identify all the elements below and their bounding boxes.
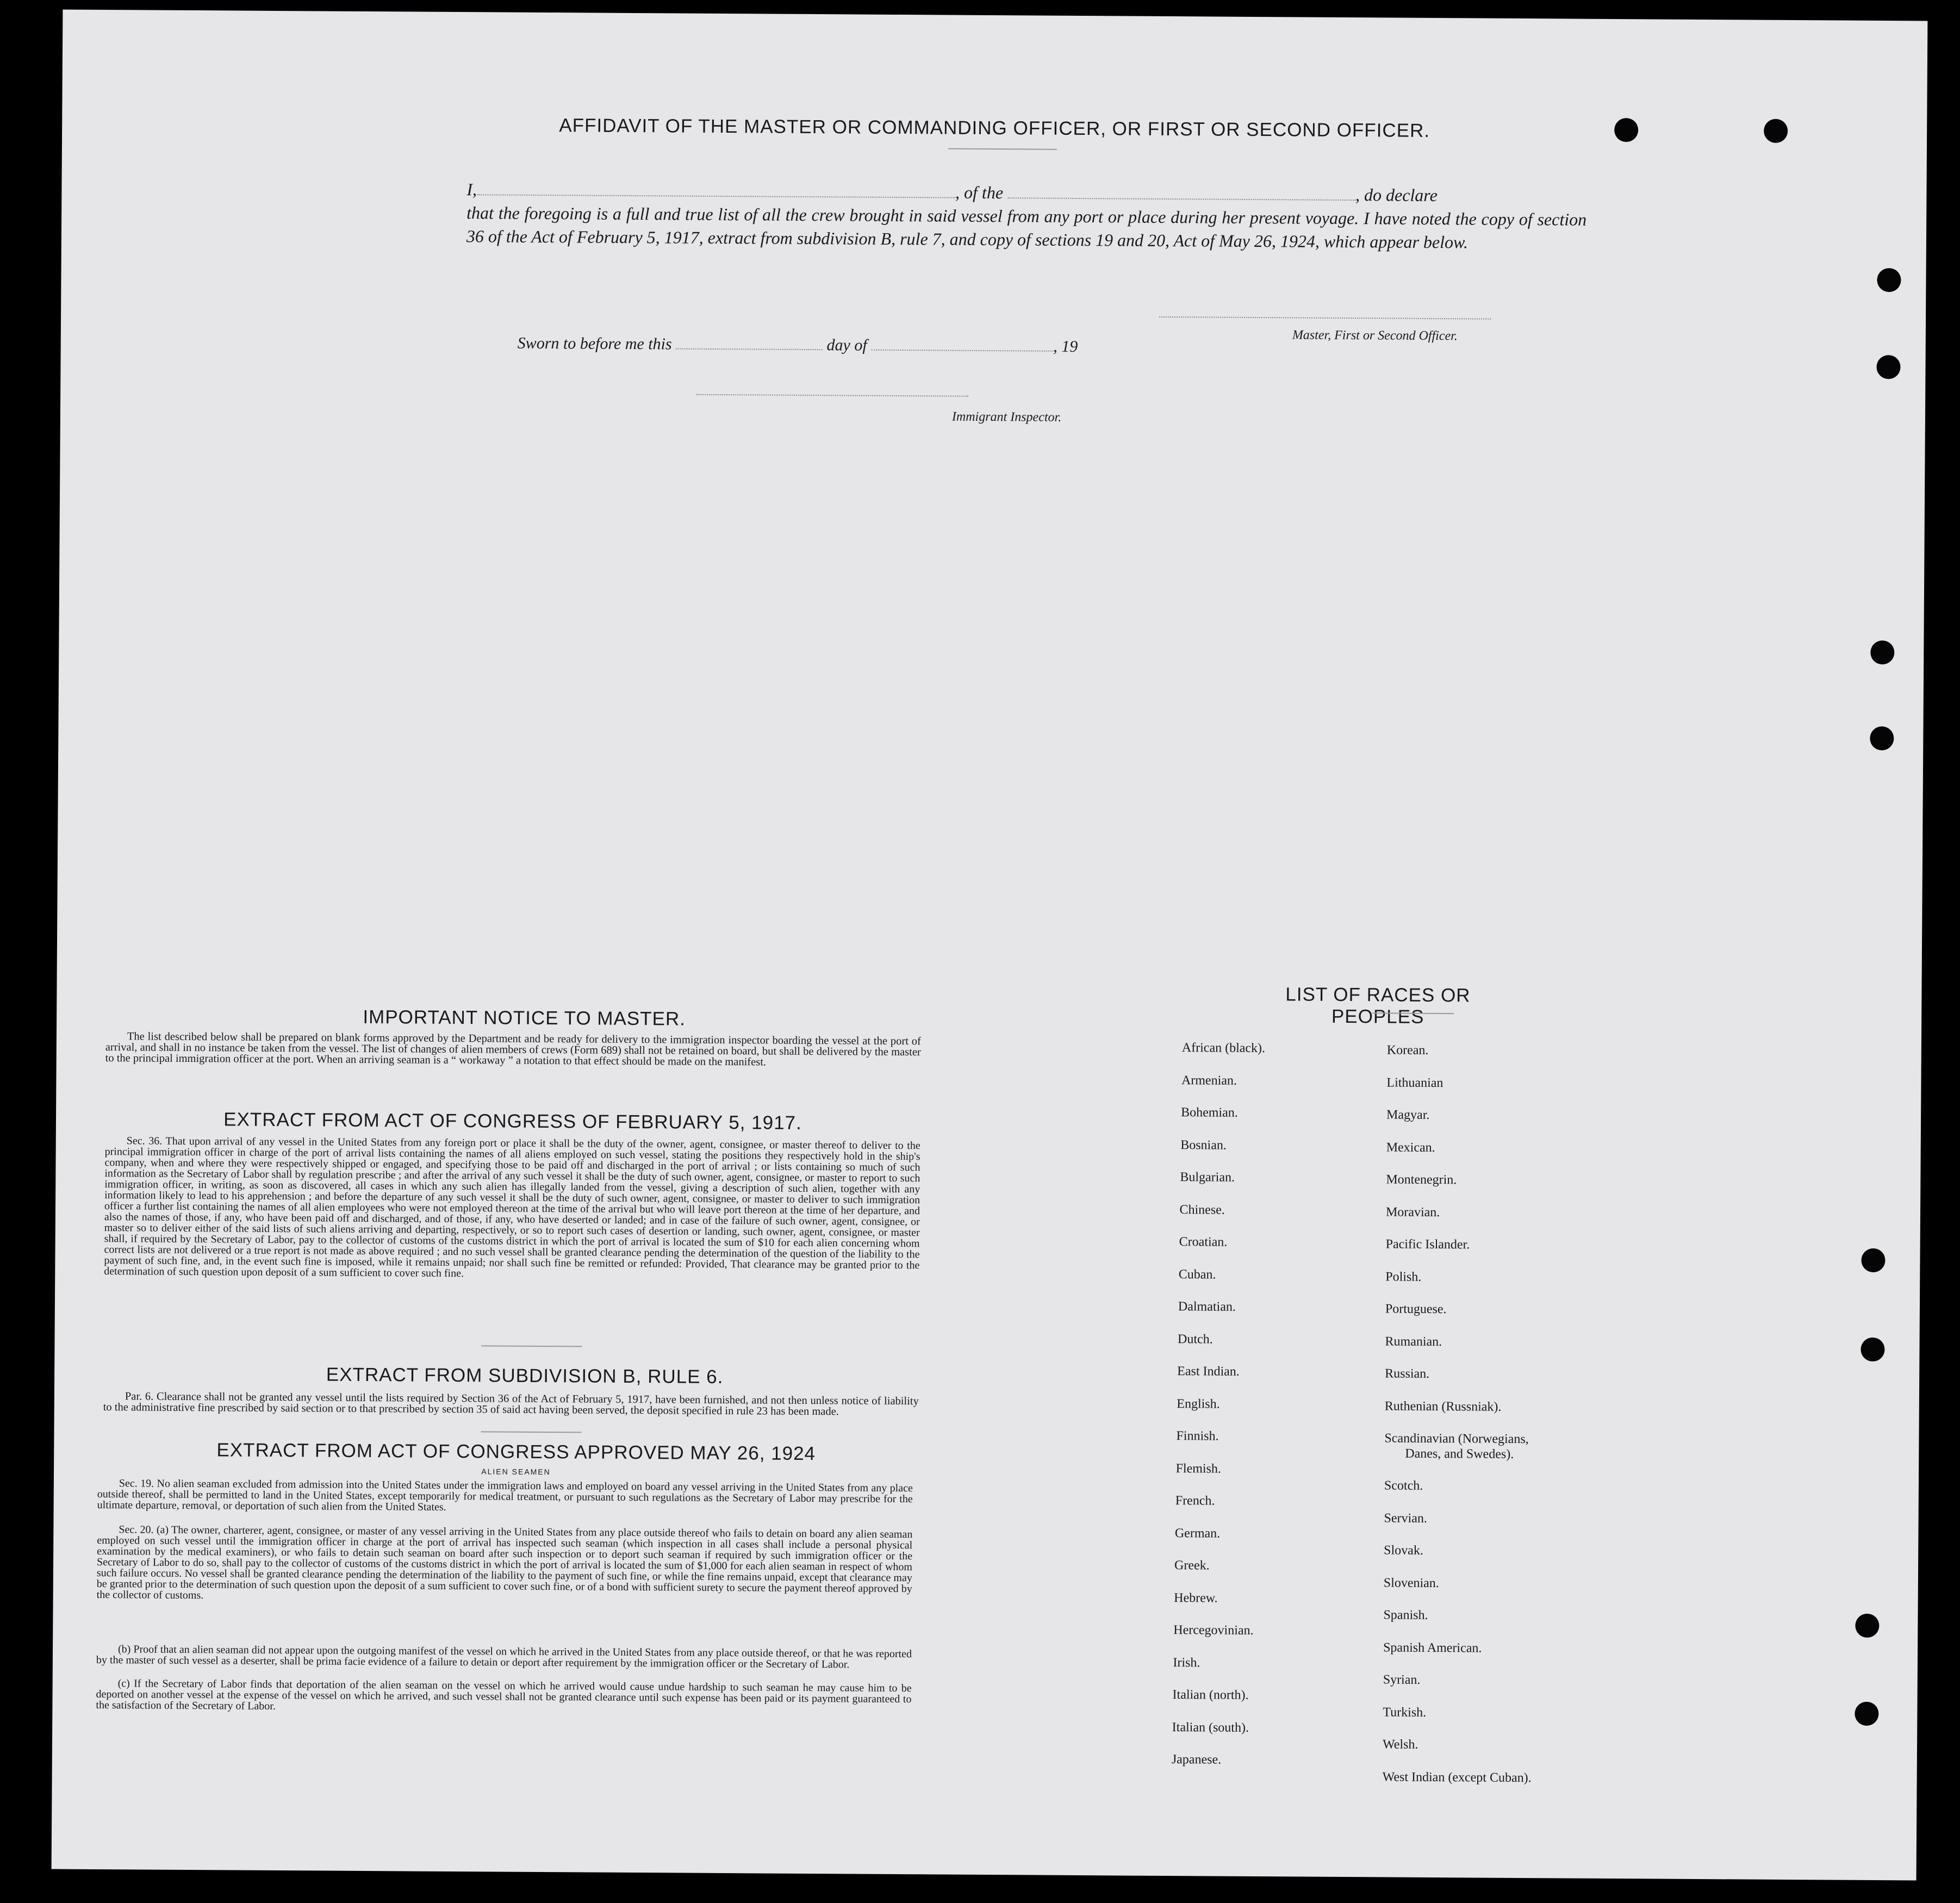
race-item: Chinese.	[1179, 1202, 1225, 1217]
sworn-prefix: Sworn to before me this	[517, 334, 672, 353]
form-sheet	[52, 10, 1928, 1881]
extract-1917-text: Sec. 36. That upon arrival of any vessel in the United States from any foreign port or place it shall be the duty of the owner, agent, consignee, or master thereof to deliver to the principal immigration officer in charge of the port of arrival lists containing the names of all aliens employed on such vessel, stating the positions they respectively hold in the ship's company, when and where they were respectively shipped or engaged, and specifying those to be paid off and discharged in the port of arrival ; or lists containing so much of such information as the Secretary of Labor shall by regulation prescribe ; and after the arrival of any such vessel it shall be the duty of such owner, agent, consignee, or master to report to such immigration officer, in writing, as soon as discovered, all cases in which any such alien has illegally landed from the vessel, giving a description of such alien, together with any information likely to lead to his apprehension ; and before the departure of any such vessel it shall be the duty of such owner, agent, consignee, or master to deliver to such immigration officer a further list containing the names of all alien employees who were not employed thereon at the time of the arrival but who will leave port thereon at the time of her departure, and also the names of those, if any, who have been paid off and discharged, and of those, if any, who have deserted or landed; and in case of the failure of such owner, agent, consignee, or master so to deliver either of the said lists of such aliens arriving and departing, respectively, or so to report such cases of desertion or landing, such owner, agent, consignee, or master shall, if required by the Secretary of Labor, pay to the collector of customs of the customs district in which the port of arrival is located the sum of $10 for each alien concerning whom correct lists are not delivered or a true report is not made as above required ; and no such vessel shall be granted clearance pending the determination of the question of the liability to the payment of such fine, and, in the event such fine is imposed, while it remains unpaid; nor shall such fine be remitted or refunded: Provided, That clearance may be granted prior to the determination of such question upon deposit of a sum sufficient to cover such fine.	[104, 1135, 920, 1280]
punch-hole	[1861, 1338, 1884, 1361]
race-item: Japanese.	[1171, 1752, 1222, 1767]
race-item: Finnish.	[1176, 1429, 1219, 1444]
punch-hole	[1870, 640, 1894, 664]
race-item: Moravian.	[1385, 1204, 1440, 1220]
race-item: Slovak.	[1384, 1543, 1423, 1558]
races-title: LIST OF RACES OR PEOPLES	[1285, 984, 1471, 1028]
race-item: Servian.	[1384, 1510, 1427, 1526]
punch-hole	[1876, 355, 1900, 379]
race-item: Armenian.	[1181, 1073, 1237, 1088]
do-declare-label: , do declare	[1355, 185, 1438, 206]
extract-1924-sec20c: (c) If the Secretary of Labor finds that deportation of the alien seaman on the vessel on which he arrived would cause undue hardship to such seaman he may cause him to be deported on another vessel at the expense of the vessel on which he arrived, and such vessel shall not be granted clearance until such expense has been paid or its payment guaranteed to the satisfaction of the Secretary of Labor.	[96, 1677, 912, 1713]
race-item: Hercegovinian.	[1173, 1623, 1254, 1638]
sworn-day-of-label: day of	[826, 336, 867, 355]
punch-hole	[1855, 1702, 1878, 1726]
declarant-prefix: I,	[466, 179, 477, 200]
extract-1924-subtitle: ALIEN SEAMEN	[481, 1467, 551, 1477]
race-item: Montenegrin.	[1386, 1172, 1457, 1187]
race-item: Portuguese.	[1385, 1302, 1447, 1317]
race-item: Italian (south).	[1172, 1720, 1249, 1735]
race-item: Bulgarian.	[1180, 1170, 1235, 1185]
master-signature-line[interactable]	[1159, 316, 1491, 320]
race-item: Irish.	[1173, 1655, 1200, 1670]
sworn-month-field[interactable]	[871, 350, 1053, 352]
race-item: Syrian.	[1383, 1672, 1421, 1687]
notice-text: The list described below shall be prepared on blank forms approved by the Department and be ready for delivery to the immigration inspector boarding the vessel at the port of arrival, and shall in no instance be taken from the vessel. The list of changes of alien members of crews (Form 689) shall not be retained on board, but shall be delivered by the master to the principal immigration officer at the port. When an arriving seaman is a “ workaway ” a notation to that effect should be made on the manifest.	[105, 1030, 921, 1068]
section-divider	[481, 1345, 582, 1347]
officer-name-field[interactable]	[477, 194, 955, 198]
extract-rule6-text: Par. 6. Clearance shall not be granted any vessel until the lists required by Section 36 of the Act of February 5, 1917, have been furnished, and not then unless notice of liability to the administrative fine prescribed by said section or to that prescribed by section 35 of said act having been served, the deposit specified in rule 23 has been made.	[103, 1390, 919, 1418]
race-item: Croatian.	[1179, 1235, 1228, 1249]
race-item: Russian.	[1385, 1366, 1430, 1381]
race-item: Korean.	[1386, 1043, 1429, 1058]
race-item: Magyar.	[1386, 1108, 1430, 1122]
race-item: French.	[1175, 1494, 1215, 1508]
race-item: Bosnian.	[1180, 1137, 1227, 1153]
race-item: Turkish.	[1383, 1705, 1427, 1720]
race-item: Bohemian.	[1181, 1105, 1238, 1120]
race-item: German.	[1174, 1526, 1221, 1541]
punch-hole	[1855, 1614, 1879, 1638]
race-item: Cuban.	[1178, 1267, 1216, 1282]
of-the-label: , of the	[955, 182, 1004, 203]
race-item: Flemish.	[1175, 1461, 1222, 1476]
race-item: Danes, and Swedes).	[1405, 1446, 1514, 1462]
extract-1917-title: EXTRACT FROM ACT OF CONGRESS OF FEBRUARY 5, 1917.	[223, 1109, 802, 1134]
race-item: Welsh.	[1382, 1737, 1418, 1752]
race-item: Polish.	[1385, 1269, 1422, 1284]
inspector-signature-line[interactable]	[696, 394, 968, 397]
race-item: Mexican.	[1386, 1140, 1435, 1155]
inspector-signature-label: Immigrant Inspector.	[951, 409, 1062, 425]
race-item: West Indian (except Cuban).	[1382, 1769, 1532, 1785]
affidavit-statement-block	[466, 178, 1587, 255]
extract-1924-sec19: Sec. 19. No alien seaman excluded from admission into the United States under the immigration laws and employed on board any vessel arriving in the United States from any place outside thereof, shall be permitted to land in the United States, except temporarily for medical treatment, or pursuant to such regulations as the Secretary of Labor may prescribe for the ultimate departure, removal, or deportation of such alien from the United States.	[97, 1477, 913, 1513]
master-signature-label: Master, First or Second Officer.	[1292, 328, 1458, 344]
race-item: Rumanian.	[1385, 1334, 1442, 1349]
race-item: East Indian.	[1177, 1364, 1240, 1379]
race-item: Scotch.	[1384, 1478, 1423, 1493]
affidavit-title: AFFIDAVIT OF THE MASTER OR COMMANDING OFFICER, OR FIRST OR SECOND OFFICER.	[559, 115, 1430, 141]
extract-1924-sec20b: (b) Proof that an alien seaman did not appear upon the outgoing manifest of the vessel on which he arrived in the United States from any place outside thereof, or that he was reported by the master of such vessel as a deserter, shall be prima facie evidence of a failure to detain or deport after requirement by the immigration officer or the Secretary of Labor.	[96, 1643, 912, 1671]
race-item: Greek.	[1174, 1558, 1210, 1573]
extract-rule6-title: EXTRACT FROM SUBDIVISION B, RULE 6.	[326, 1364, 724, 1388]
race-item: English.	[1177, 1396, 1220, 1411]
extract-1924-title: EXTRACT FROM ACT OF CONGRESS APPROVED MAY 26, 1924	[216, 1439, 816, 1465]
race-item: African (black).	[1181, 1041, 1266, 1056]
sworn-line	[518, 334, 1078, 356]
race-item: Pacific Islander.	[1385, 1237, 1470, 1252]
vessel-name-field[interactable]	[1007, 197, 1355, 201]
race-item: Italian (north).	[1172, 1688, 1249, 1702]
race-item: Lithuanian	[1386, 1075, 1443, 1090]
race-item: Dutch.	[1178, 1332, 1213, 1347]
punch-hole	[1861, 1248, 1885, 1272]
affidavit-statement: that the foregoing is a full and true list of all the crew brought in said vessel from any port or place during her present voyage. I have noted the copy of section 36 of the Act of February 5, 1917, extract from subdivision B, rule 7, and copy of sections 19 and 20, Act of May 26, 1924, which appear below.	[466, 203, 1587, 252]
title-divider	[948, 148, 1057, 150]
punch-hole	[1877, 268, 1901, 292]
section-divider	[481, 1431, 582, 1433]
punch-hole	[1870, 726, 1894, 750]
race-item: Slovenian.	[1383, 1575, 1439, 1590]
race-item: Spanish.	[1383, 1608, 1428, 1622]
extract-1924-sec20a: Sec. 20. (a) The owner, charterer, agent, consignee, or master of any vessel arriving in the United States from any place outside thereof who fails to detain on board any alien seaman employed on such vessel until the immigration officer in charge at the port of arrival has inspected such seaman (which inspection in all cases shall include a personal physical examination by the medical examiners), or who fails to detain such seaman on board after such inspection or to deport such seaman if required by such immigration officer or the Secretary of Labor to do so, shall pay to the collector of customs of the customs district in which the port of arrival is located the sum of $1,000 for each alien seaman in respect of whom such failure occurs. No vessel shall be granted clearance pending the determination of the liability to the payment of such fine, or while the fine remains unpaid, except that clearance may be granted prior to the determination of such question upon the deposit of a sum sufficient to cover such fine, or of a bond with sufficient surety to secure the payment thereof approved by the collector of customs.	[96, 1523, 913, 1602]
notice-title: IMPORTANT NOTICE TO MASTER.	[363, 1006, 686, 1030]
race-item: Spanish American.	[1383, 1640, 1482, 1656]
race-item: Scandinavian (Norwegians,	[1384, 1431, 1529, 1447]
sworn-day-field[interactable]	[676, 348, 823, 350]
race-item: Ruthenian (Russniak).	[1384, 1398, 1502, 1414]
race-item: Dalmatian.	[1178, 1299, 1236, 1314]
sworn-year-label: , 19	[1053, 337, 1078, 356]
race-item: Hebrew.	[1174, 1590, 1218, 1606]
